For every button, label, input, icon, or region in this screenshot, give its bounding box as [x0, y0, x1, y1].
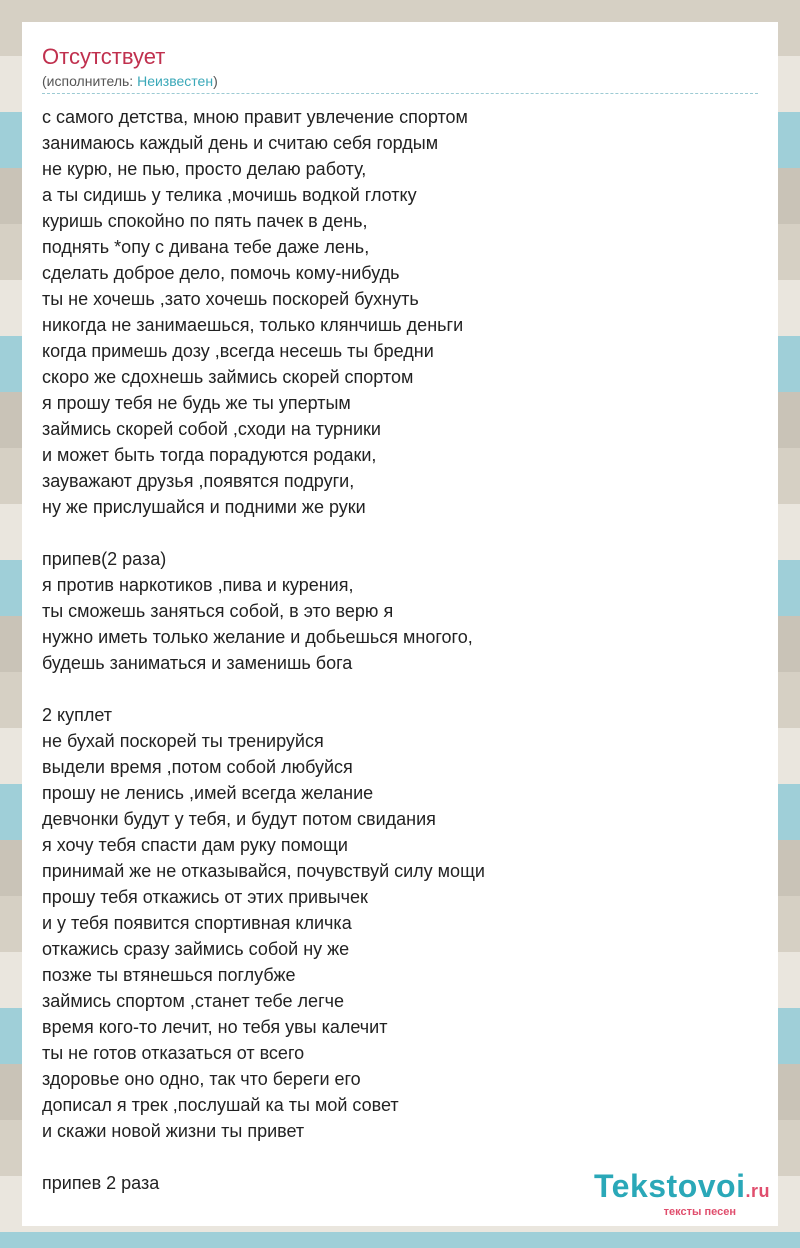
lyrics-text: с самого детства, мною правит увлечение спортом занимаюсь каждый день и считаю себя гордым не курю, не пью, просто делаю работу, а ты сидишь у телика ,мочишь водкой глотку куришь спокойно по пять пачек в день, поднять *опу с дивана тебе даже лень, сделать доброе дело, помочь кому-нибудь ты не хочешь ,зато хочешь поскорей бухнуть никогда не занимаешься, только клянчишь деньги когда примешь дозу ,всегда несешь ты бредни скоро же сдохнешь займись скорей спортом я прошу тебя не будь же ты упертым займись скорей собой ,сходи на турники и может быть тогда порадуются родаки, зауважают друзья ,появятся подруги, ну же прислушайся и подними же руки припев(2 раза) я против наркотиков ,пива и курения, ты сможешь заняться собой, в это верю я нужно иметь только желание и добьешься многого, будешь заниматься и заменишь бога 2 куплет не бухай поскорей ты тренируйся выдели время ,потом собой любуйся прошу не ленись ,имей всегда желание девчонки будут у тебя, и будут потом свидания я хочу тебя спасти дам руку помощи принимай же не отказывайся, почувствуй силу мощи прошу тебя откажись от этих привычек и у тебя появится спортивная кличка откажись сразу займись собой ну же позже ты втянешься поглубже займись спортом ,станет тебе легче время кого-то лечит, но тебя увы калечит ты не готов отказаться от всего здоровье оно одно, так что береги его дописал я трек ,послушай ка ты мой совет и скажи новой жизни ты привет припев 2 раза — [42, 107, 485, 1193]
logo-wordmark — [594, 1169, 770, 1208]
logo-name: Tekstovoi — [593, 1168, 746, 1204]
artist-suffix: ) — [213, 73, 218, 89]
artist-link[interactable]: Неизвестен — [137, 73, 214, 89]
site-logo[interactable] — [594, 1169, 770, 1218]
lyrics-card — [22, 22, 778, 1226]
song-title: Отсутствует — [42, 44, 166, 69]
logo-domain: .ru — [745, 1181, 770, 1201]
artist-prefix: (исполнитель: — [42, 73, 138, 89]
logo-tagline: тексты песен — [663, 1206, 736, 1218]
header-divider — [42, 93, 758, 94]
artist-line — [42, 72, 218, 90]
